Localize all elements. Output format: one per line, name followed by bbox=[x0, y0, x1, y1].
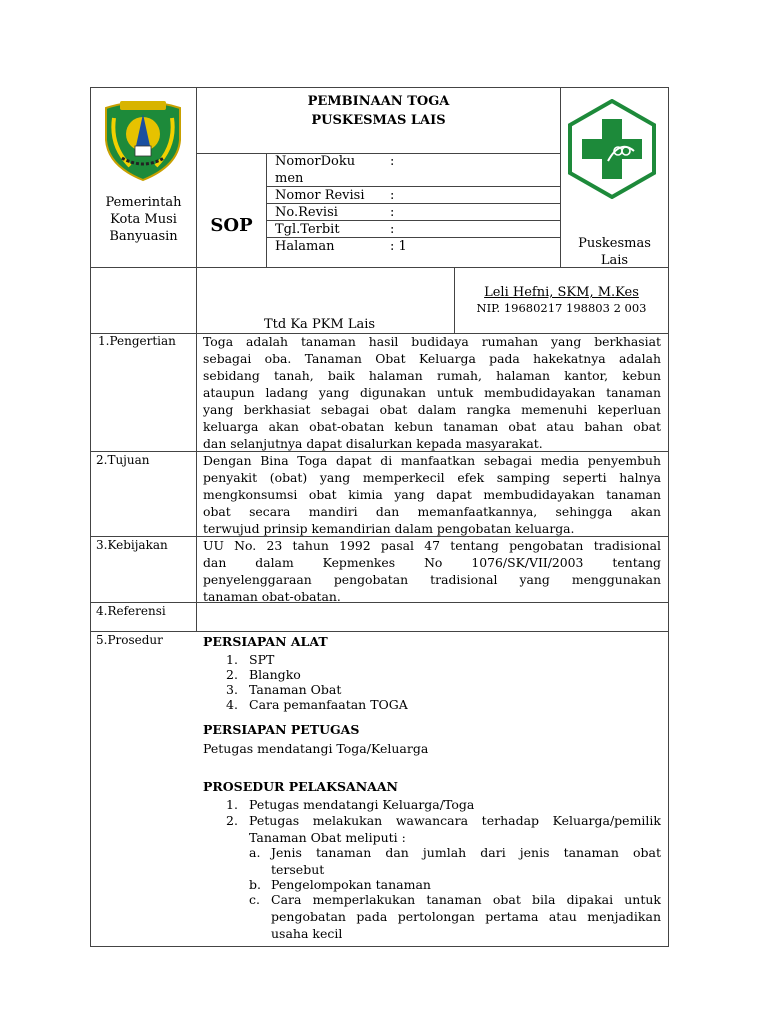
list-item: 3. bbox=[226, 682, 238, 697]
signature-caption: Ttd Ka PKM Lais bbox=[264, 317, 376, 332]
list-item: 1. bbox=[226, 652, 238, 667]
heading-persiapan-petugas: PERSIAPAN PETUGAS bbox=[203, 722, 360, 737]
sop-label: SOP bbox=[210, 215, 253, 236]
list-item: 4. bbox=[226, 697, 238, 712]
list-item: 2. bbox=[226, 813, 238, 828]
sub-item-b: Pengelompokan tanaman bbox=[271, 877, 431, 892]
meta-label-nomor-dokumen: NomorDoku bbox=[275, 154, 356, 169]
section-label-referensi: 4.Referensi bbox=[96, 604, 166, 618]
list-item: c. bbox=[249, 892, 260, 907]
section-label-kebijakan: 3.Kebijakan bbox=[96, 538, 168, 552]
puskesmas-name: Puskesmas Lais bbox=[578, 236, 651, 268]
step-2: Petugas melakukan wawancara terhadap Keluarga/pemilik Tanaman Obat meliputi : bbox=[249, 813, 661, 845]
section-label-tujuan: 2.Tujuan bbox=[96, 453, 150, 467]
meta-value-nomor-revisi: : bbox=[390, 188, 395, 203]
document-title: PEMBINAAN TOGA PUSKESMAS LAIS bbox=[307, 94, 450, 128]
heading-prosedur-pelaksanaan: PROSEDUR PELAKSANAAN bbox=[203, 779, 398, 794]
petugas-text: Petugas mendatangi Toga/Keluarga bbox=[203, 741, 429, 756]
section-label-pengertian: 1.Pengertian bbox=[98, 334, 176, 348]
pengertian-text: Toga adalah tanaman hasil budidaya rumahan yang berkhasiat sebagai oba. Tanaman Obat Keluarga pada hakekatnya adalah sebidang tanah, baik halaman rumah, halaman kantor, kebun ataupun ladang yang digunakan untuk membudidayakan tanaman yang berkhasiat sebagai obat dalam rangka memenuhi keperluan keluarga akan obat-obatan kebun tanaman obat atau bahan obat dan selanjutnya dapat disalurkan kepada masyarakat. bbox=[203, 334, 661, 451]
kebijakan-text: UU No. 23 tahun 1992 pasal 47 tentang pengobatan tradisional dan dalam Kepmenkes No 1076/SK/VII/2003 tentang penyelenggaraan pengobatan tradisional yang menggunakan tanaman obat-obatan. bbox=[203, 538, 661, 604]
meta-label-tgl-terbit: Tgl.Terbit bbox=[275, 222, 340, 237]
meta-label-halaman: Halaman bbox=[275, 239, 335, 254]
list-item: a. bbox=[249, 845, 261, 860]
signatory-name: Leli Hefni, SKM, M.Kes bbox=[484, 285, 639, 300]
list-item: Tanaman Obat bbox=[249, 682, 342, 697]
meta-value-halaman: : 1 bbox=[390, 239, 407, 254]
signatory-nip: NIP. 19680217 198803 2 003 bbox=[476, 301, 647, 315]
meta-label-nomor-dokumen-cont: men bbox=[275, 171, 304, 186]
kota-musi-banyuasin-emblem bbox=[100, 96, 186, 182]
sub-item-c: Cara memperlakukan tanaman obat bila dipakai untuk pengobatan pada pertolongan pertama atau menjadikan usaha kecil bbox=[271, 892, 661, 941]
meta-value-nomor-dokumen: : bbox=[390, 154, 395, 169]
meta-value-tgl-terbit: : bbox=[390, 222, 395, 237]
section-label-prosedur: 5.Prosedur bbox=[96, 633, 163, 647]
meta-label-nomor-revisi: Nomor Revisi bbox=[275, 188, 365, 203]
list-item: b. bbox=[249, 877, 261, 892]
heading-persiapan-alat: PERSIAPAN ALAT bbox=[203, 634, 328, 649]
government-name: Pemerintah Kota Musi Banyuasin bbox=[105, 195, 182, 244]
list-item: Blangko bbox=[249, 667, 301, 682]
meta-label-no-revisi: No.Revisi bbox=[275, 205, 338, 220]
meta-value-no-revisi: : bbox=[390, 205, 395, 220]
list-item: SPT bbox=[249, 652, 275, 667]
list-item: Cara pemanfaatan TOGA bbox=[249, 697, 408, 712]
list-item: 1. bbox=[226, 797, 238, 812]
step-1: Petugas mendatangi Keluarga/Toga bbox=[249, 797, 475, 812]
list-item: 2. bbox=[226, 667, 238, 682]
tujuan-text: Dengan Bina Toga dapat di manfaatkan sebagai media penyembuh penyakit (obat) yang memperkecil efek samping seperti halnya mengkonsumsi obat kimia yang dapat membudidayakan tanaman obat secara mandiri dan memanfaatkannya, sehingga akan terwujud prinsip kemandirian dalam pengobatan keluarga. bbox=[203, 453, 661, 536]
puskesmas-logo bbox=[568, 99, 656, 199]
sub-item-a: Jenis tanaman dan jumlah dari jenis tanaman obat tersebut bbox=[271, 845, 661, 877]
